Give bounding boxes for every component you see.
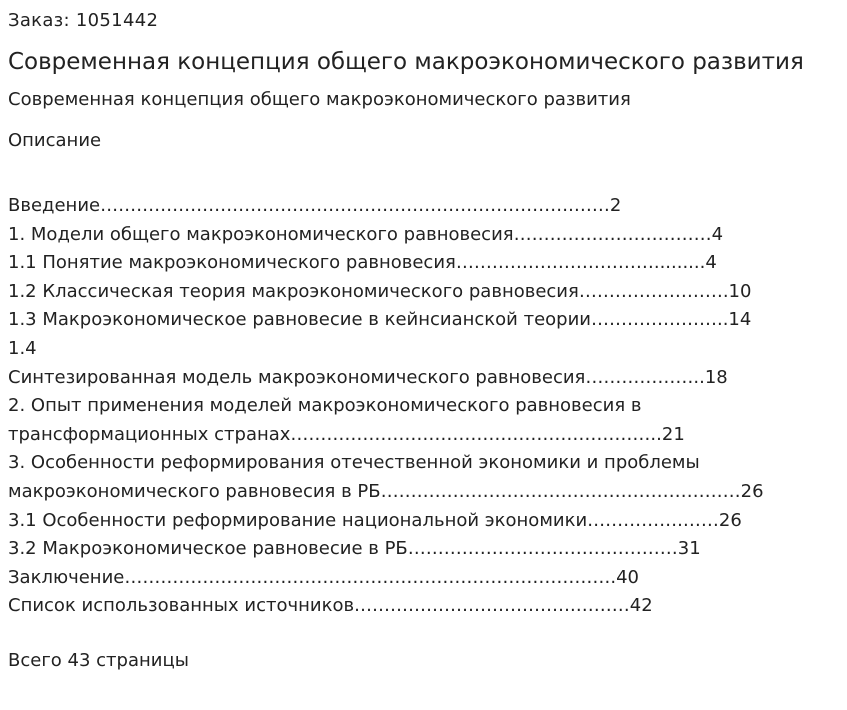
toc-item-references: Список использованных источников……………………………….………42 (8, 595, 653, 617)
toc-item-3-line2: макроэкономического равновесия в РБ……………………………………………………26 (8, 480, 764, 502)
toc-item-1: 1. Модели общего макроэкономического равновесия……………………………4 (8, 223, 724, 245)
toc-item-2-line1: 2. Опыт применения моделей макроэкономического равновесия в (8, 395, 642, 417)
page-subtitle: Современная концепция общего макроэкономического развития (8, 89, 631, 110)
toc-item-1-1: 1.1 Понятие макроэкономического равновесия…………………………….........4 (8, 252, 717, 274)
order-number: Заказ: 1051442 (8, 10, 159, 31)
toc-item-conclusion: Заключение……………………………………………………………………….40 (8, 566, 639, 588)
page-title: Современная концепция общего макроэкономического развития (8, 49, 804, 75)
toc-item-1-2: 1.2 Классическая теория макроэкономического равновесия…………………….10 (8, 280, 752, 302)
toc-item-introduction: Введение…………………………………………………………………….……2 (8, 195, 622, 216)
toc-item-3-line1: 3. Особенности реформирования отечественной экономики и проблемы (8, 452, 700, 474)
toc-item-3-2: 3.2 Макроэкономическое равновесие в РБ………………………………………31 (8, 538, 701, 560)
total-pages: Всего 43 страницы (8, 650, 189, 671)
toc-item-1-4-title: Синтезированная модель макроэкономического равновесия………………..18 (8, 366, 728, 388)
description-heading: Описание (8, 130, 102, 151)
toc-item-3-1: 3.1 Особенности реформирование национальной экономики…………….……26 (8, 509, 742, 531)
toc-item-2-line2: трансформационных странах……………………………………………………..21 (8, 423, 685, 445)
toc-item-1-4-number: 1.4 (8, 337, 37, 359)
table-of-contents (8, 192, 843, 621)
toc-item-1-3: 1.3 Макроэкономическое равновесие в кейнсианской теории…………………..14 (8, 309, 752, 331)
